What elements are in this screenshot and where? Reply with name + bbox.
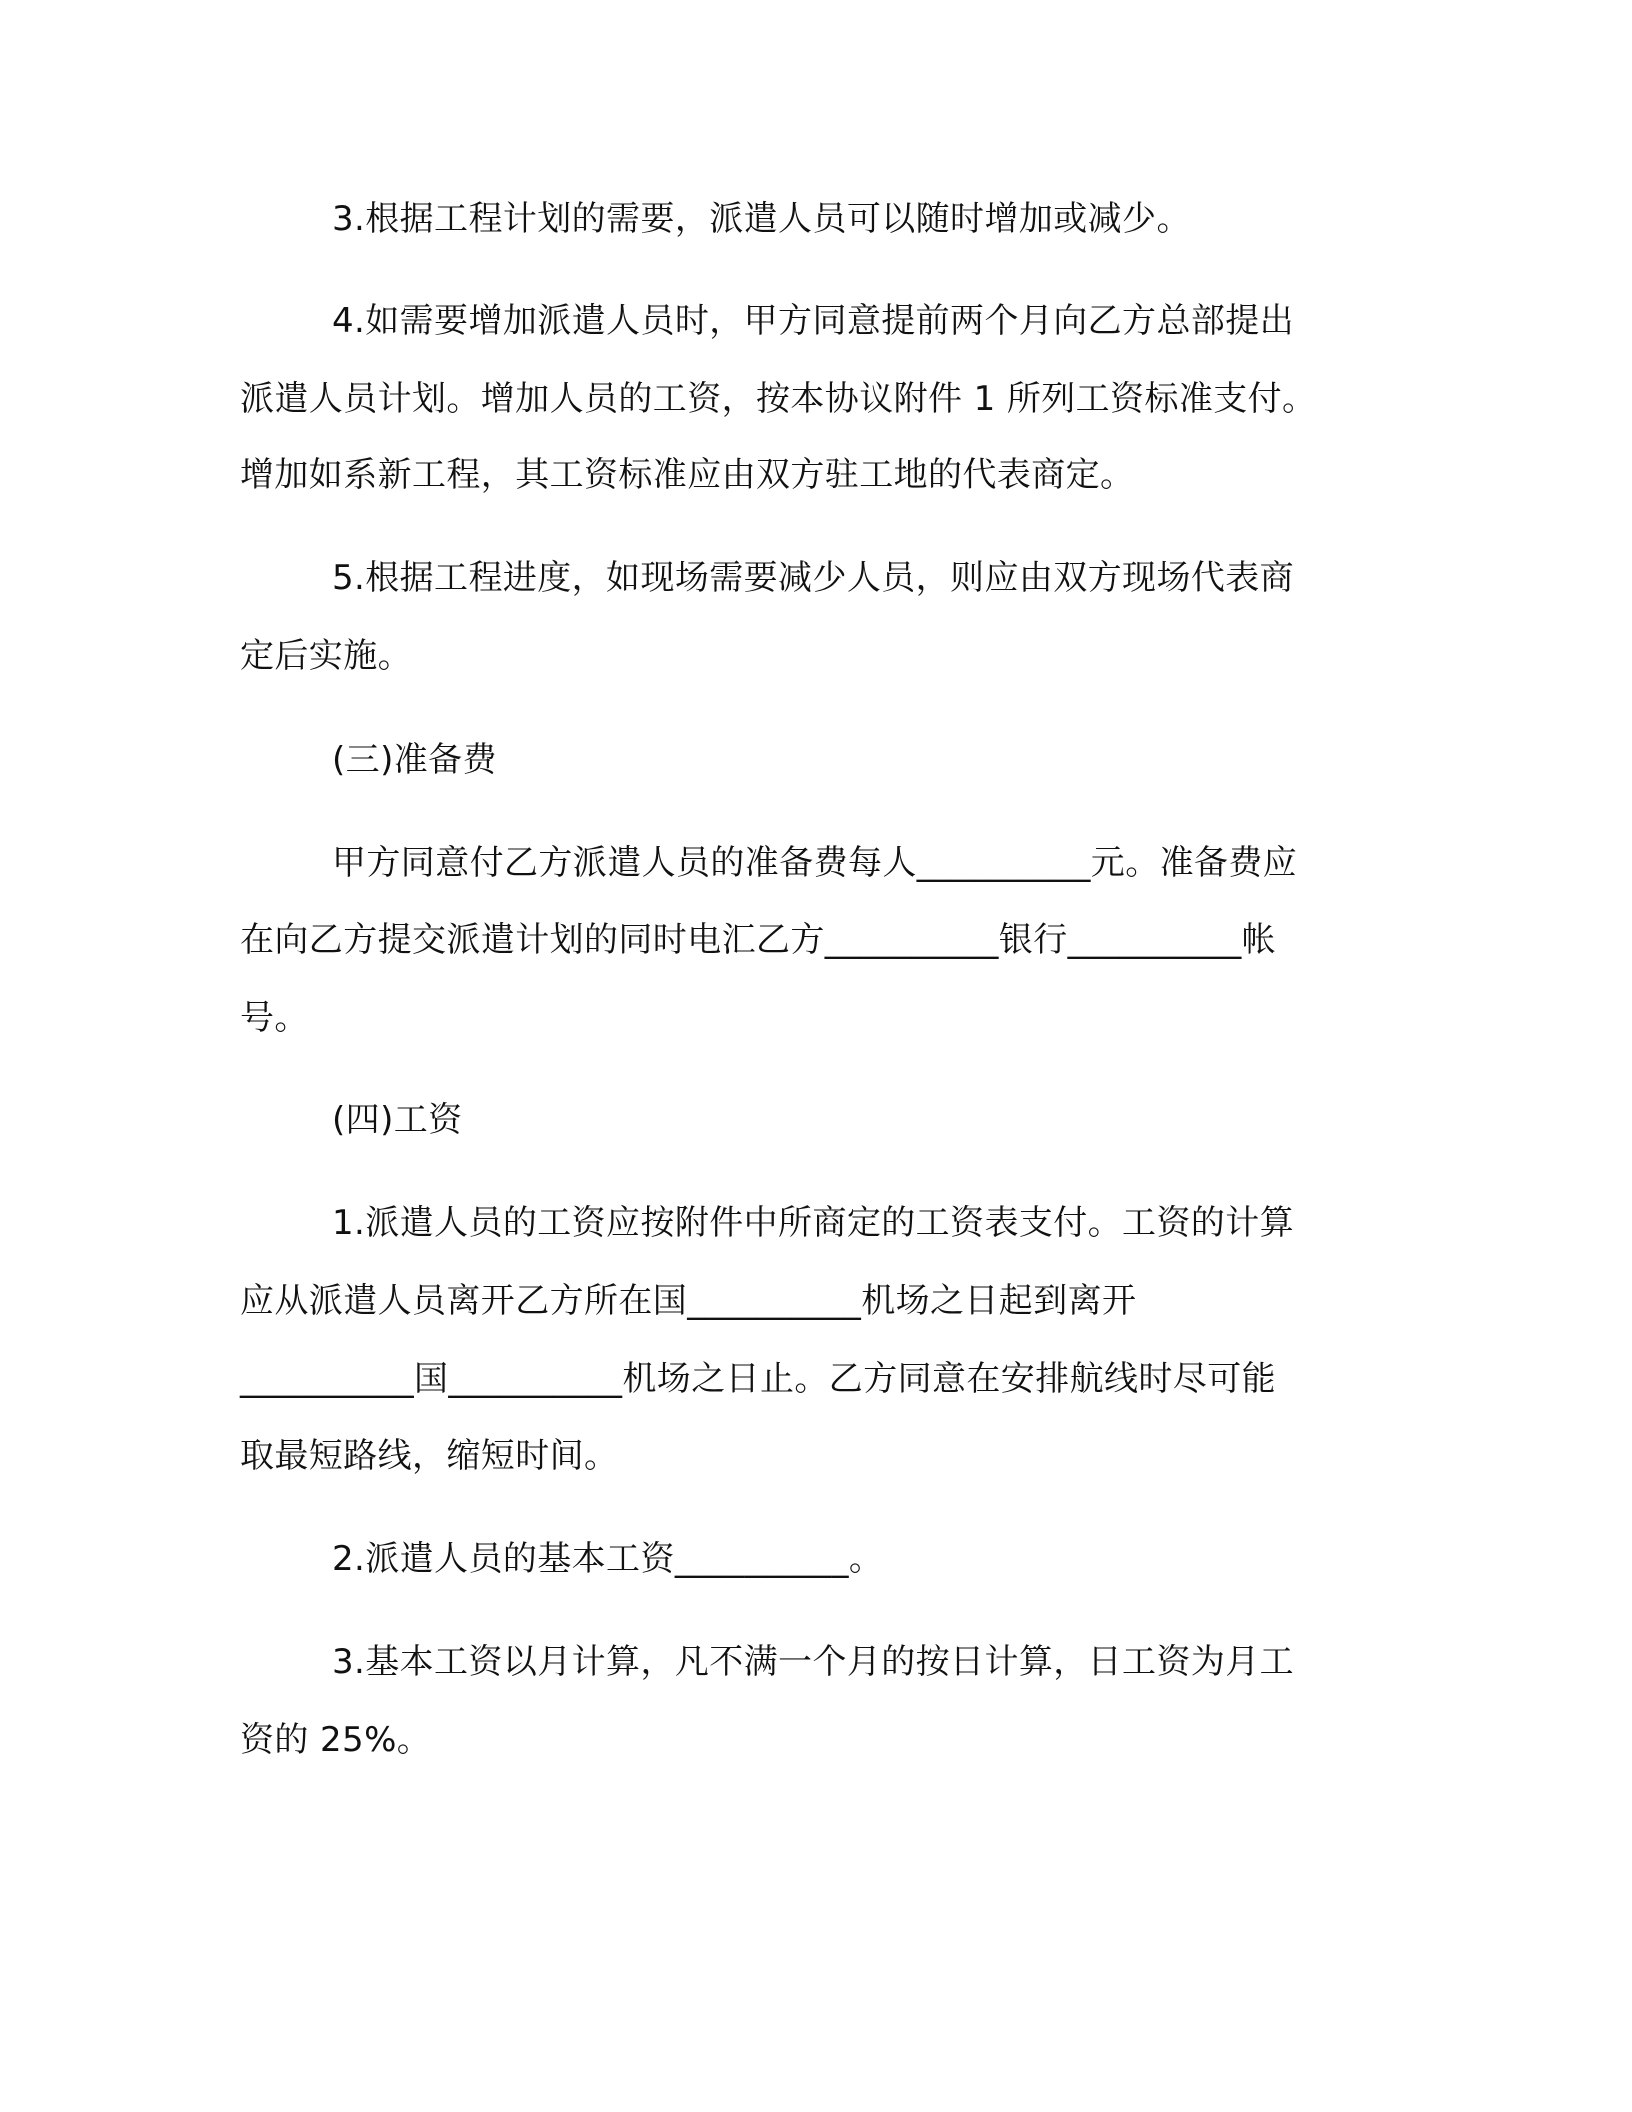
text-line-1: 3.根据工程计划的需要，派遣人员可以随时增加或减少。 [332,199,1191,239]
text-line-4: 增加如系新工程，其工资标准应由双方驻工地的代表商定。 [240,455,1135,495]
section-heading-preparation-fee: (三)准备费 [332,740,497,780]
text-line-2: 4.如需要增加派遣人员时，甲方同意提前两个月向乙方总部提出 [332,301,1295,341]
text-line-14: __________国__________机场之日止。乙方同意在安排航线时尽可能 [240,1359,1276,1399]
text-line-17: 3.基本工资以月计算，凡不满一个月的按日计算，日工资为月工 [332,1642,1295,1682]
text-line-8: 甲方同意付乙方派遣人员的准备费每人__________元。准备费应 [332,843,1298,883]
text-line-6: 定后实施。 [240,636,412,676]
text-line-15: 取最短路线，缩短时间。 [240,1436,619,1476]
text-line-16: 2.派遣人员的基本工资__________。 [332,1539,884,1579]
text-line-9: 在向乙方提交派遣计划的同时电汇乙方__________银行__________帐 [240,920,1276,960]
text-line-3: 派遣人员计划。增加人员的工资，按本协议附件 1 所列工资标准支付。 [240,379,1317,419]
section-heading-wages: (四)工资 [332,1100,463,1140]
text-line-12: 1.派遣人员的工资应按附件中所商定的工资表支付。工资的计算 [332,1203,1295,1243]
text-line-5: 5.根据工程进度，如现场需要减少人员，则应由双方现场代表商 [332,558,1295,598]
text-line-13: 应从派遣人员离开乙方所在国__________机场之日起到离开 [240,1281,1137,1321]
text-line-10: 号。 [240,998,309,1038]
text-line-18: 资的 25%。 [240,1720,432,1760]
